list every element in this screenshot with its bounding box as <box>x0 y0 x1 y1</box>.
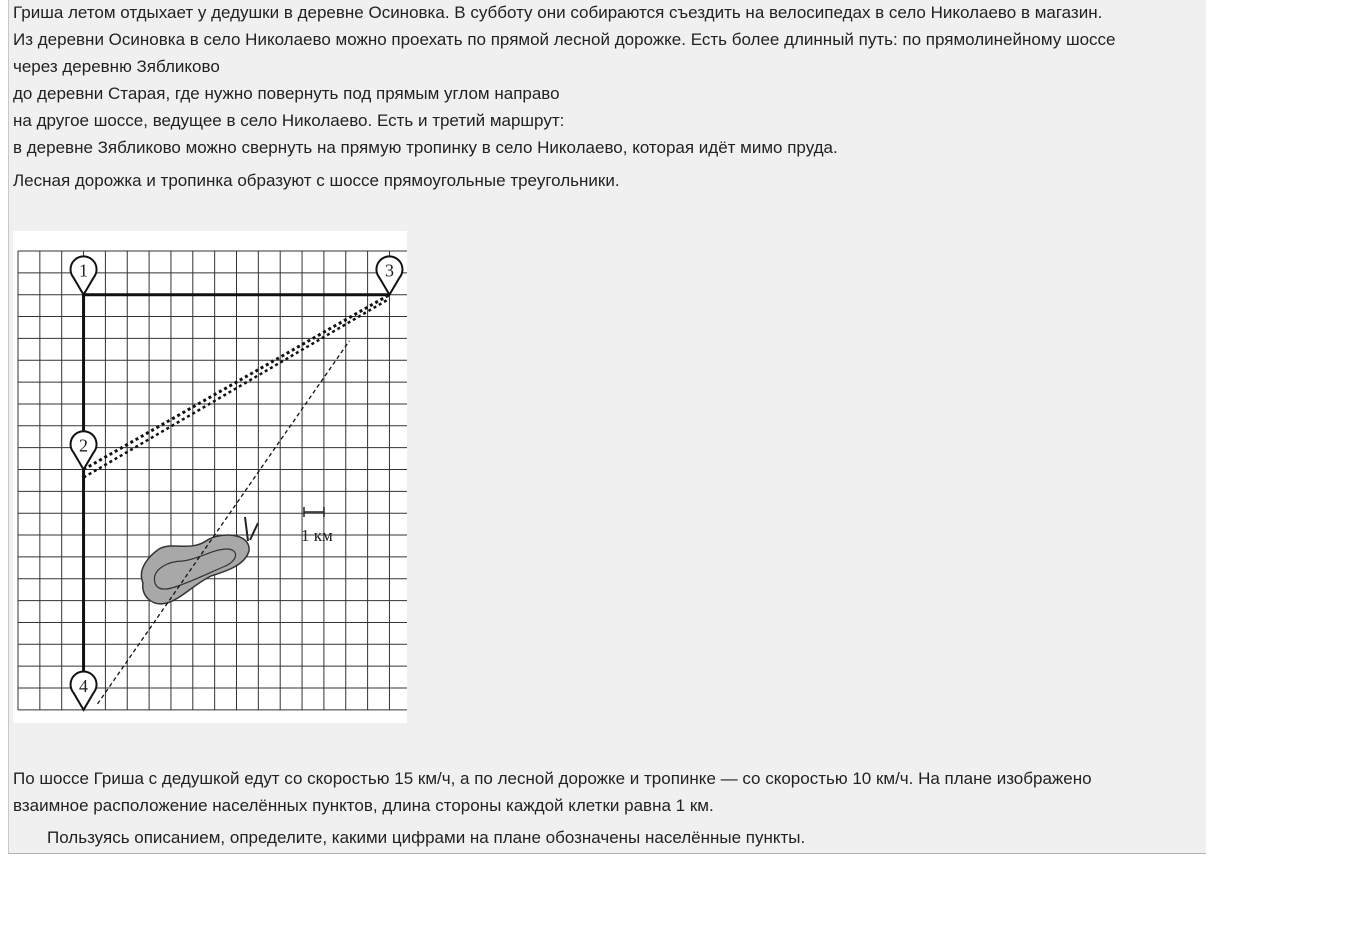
pin-marker-3 <box>376 256 402 294</box>
text-line-7: Лесная дорожка и тропинка образуют с шоссе прямоугольные треугольники. <box>13 171 620 190</box>
text-line-3: через деревню Зябликово <box>13 57 220 76</box>
text-line-1: Гриша летом отдыхает у дедушки в деревне Осиновка. В субботу они собираются съездить на велосипедах в село Николаево в магазин. <box>13 3 1103 22</box>
pin-number: 3 <box>384 260 394 281</box>
bottom-line-2: взаимное расположение населённых пунктов, длина стороны каждой клетки равна 1 км. <box>13 796 714 815</box>
pin-marker-1 <box>71 256 97 294</box>
text-line-5: на другое шоссе, ведущее в село Николаево. Есть и третий маршрут: <box>13 111 565 130</box>
village-map <box>13 231 407 723</box>
pin-number: 2 <box>79 435 89 456</box>
scale-label: 1 км <box>301 526 333 545</box>
text-line-2: Из деревни Осиновка в село Николаево можно проехать по прямой лесной дорожке. Есть более длинный путь: по прямолинейному шоссе <box>13 30 1116 49</box>
text-line-6: в деревне Зябликово можно свернуть на прямую тропинку в село Николаево, которая идёт мимо пруда. <box>13 138 838 157</box>
map-grid <box>18 251 407 710</box>
pin-marker-4 <box>71 672 97 710</box>
question-text: Пользуясь описанием, определите, какими цифрами на плане обозначены населённые пункты. <box>47 828 806 847</box>
pin-number: 4 <box>79 675 89 696</box>
bottom-line-1: По шоссе Гриша с дедушкой едут со скоростью 15 км/ч, а по лесной дорожке и тропинке — со скоростью 10 км/ч. На плане изображено <box>13 769 1092 788</box>
text-line-4: до деревни Старая, где нужно повернуть под прямым углом направо <box>13 84 560 103</box>
reed-icon <box>245 517 258 541</box>
pin-number: 1 <box>79 260 89 281</box>
pond <box>141 535 249 604</box>
pin-marker-2 <box>71 431 97 469</box>
